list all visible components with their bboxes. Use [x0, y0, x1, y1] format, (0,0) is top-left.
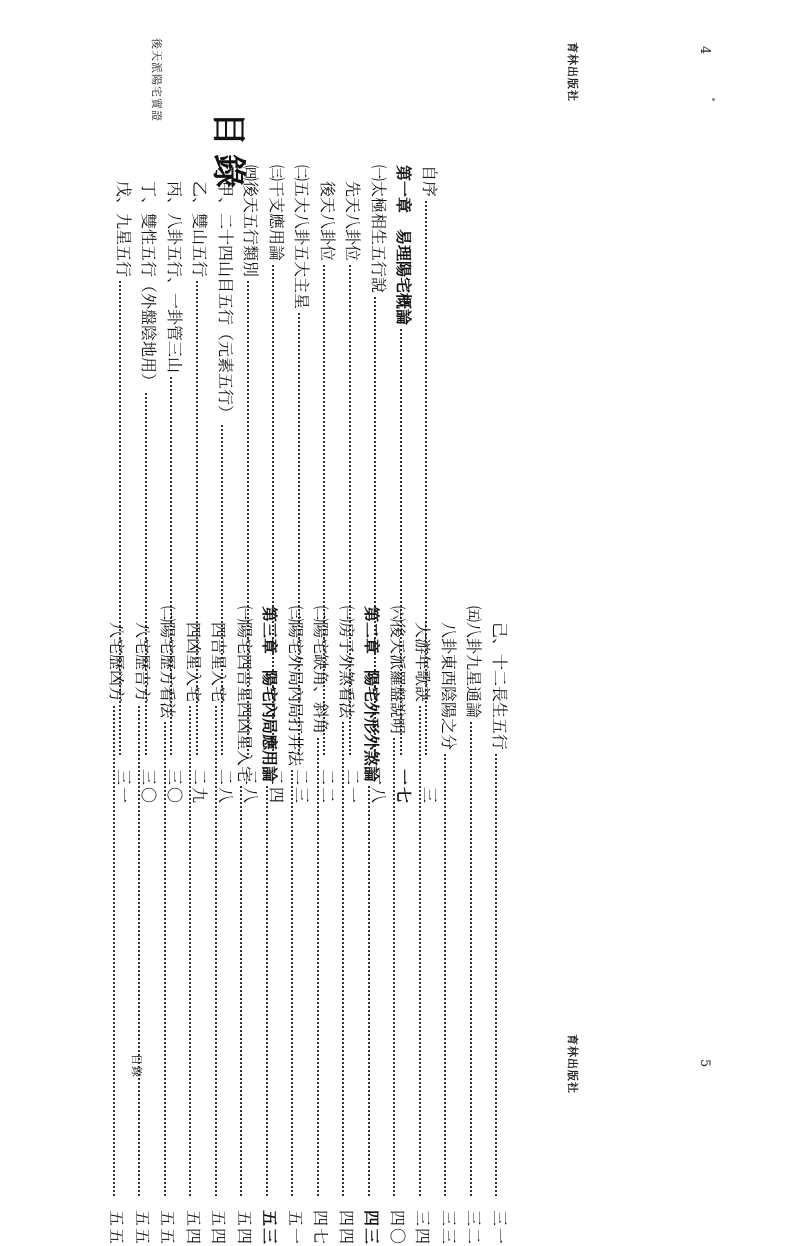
- toc-entry-title: 四吉星入宅: [209, 606, 229, 703]
- toc-entry-page: 二八: [215, 768, 235, 805]
- toc-entry-page: 五一: [285, 1209, 305, 1246]
- dot-leader: [342, 722, 344, 1196]
- toc-entry: [436, 606, 462, 1246]
- dot-leader: [291, 770, 293, 1196]
- toc-entry-title: ㈤八卦九星通論: [464, 606, 484, 719]
- toc-entry-title: 四凶星入宅: [183, 606, 203, 703]
- toc-entry-page: 一八: [368, 768, 388, 805]
- toc-entry-page: 三一: [113, 768, 133, 805]
- toc-entry-title: ㈠房子外煞看法: [336, 606, 356, 719]
- toc-heading: 目錄: [208, 112, 248, 196]
- toc-list: [104, 606, 512, 1246]
- running-header-publisher: 育林出版社: [566, 42, 579, 102]
- toc-entry: [385, 606, 411, 1246]
- toc-entry-page: 二八: [241, 768, 261, 805]
- toc-entry-page: 三: [419, 786, 439, 805]
- toc-entry: [461, 606, 487, 1246]
- dot-leader: [240, 786, 242, 1196]
- toc-entry-title: 八宅歷吉方: [132, 606, 152, 703]
- toc-entry-page: 三〇: [164, 768, 184, 805]
- dot-leader: [113, 706, 115, 1196]
- toc-entry-title: 八卦東西陰陽之分: [438, 606, 458, 751]
- running-header-book-title: 後天派陽宅實證: [150, 38, 163, 122]
- toc-entry-title: 後天八卦位: [317, 165, 337, 262]
- scan-speck: [712, 98, 715, 101]
- toc-entry-title: ㈡陽宅缺角、斜角: [311, 606, 331, 735]
- toc-entry: [308, 606, 334, 1246]
- toc-entry-title: 己、十二長生五行: [489, 606, 509, 751]
- toc-entry: [181, 606, 207, 1246]
- toc-entry-page: 二一: [343, 768, 363, 805]
- toc-entry-page: 二四: [266, 768, 286, 805]
- running-footer-label: 目錄: [130, 1054, 143, 1078]
- toc-entry: [232, 606, 258, 1246]
- running-footer-publisher: 育林出版社: [566, 1034, 579, 1094]
- toc-entry-title: 第三章 陽宅內局應用論: [260, 606, 280, 783]
- page-bottom: [0, 561, 806, 1246]
- toc-entry-title: ㈣後天五行類別: [241, 165, 261, 278]
- toc-entry-page: 一七: [394, 768, 414, 805]
- toc-entry-title: ㈢陽宅外局內局打井法: [285, 606, 305, 767]
- toc-entry-page: 五四: [209, 1209, 229, 1246]
- dot-leader: [368, 786, 370, 1196]
- toc-entry: [155, 606, 181, 1246]
- toc-entry: [104, 606, 130, 1246]
- toc-chapter-entry: [257, 606, 283, 1246]
- toc-entry-page: 五四: [234, 1209, 254, 1246]
- toc-entry-page: 四七: [311, 1209, 331, 1246]
- dot-leader: [215, 706, 217, 1196]
- dot-leader: [419, 706, 421, 1196]
- toc-entry-page: 五五: [107, 1209, 127, 1246]
- dot-leader: [470, 722, 472, 1196]
- toc-entry-title: ㈡五大八卦五大主星: [292, 165, 312, 310]
- page-number: 5: [697, 1059, 712, 1069]
- toc-entry-page: 四四: [336, 1209, 356, 1246]
- toc-entry-title: 大游年歌訣: [413, 606, 433, 703]
- toc-entry-title: 八宅歷凶方: [107, 606, 127, 703]
- toc-entry-page: 二二: [317, 768, 337, 805]
- toc-entry-page: 五三: [260, 1209, 280, 1246]
- toc-entry-page: 五五: [158, 1209, 178, 1246]
- toc-entry: [410, 606, 436, 1246]
- dot-leader: [164, 722, 166, 1196]
- dot-leader: [189, 706, 191, 1196]
- dot-leader: [393, 738, 395, 1196]
- toc-entry-page: 三一: [489, 1209, 509, 1246]
- toc-entry-title: 第一章 易理陽宅概論: [394, 165, 414, 326]
- toc-entry-page: 四〇: [387, 1209, 407, 1246]
- dot-leader: [444, 754, 446, 1196]
- dot-leader: [317, 738, 319, 1196]
- toc-entry-title: 丁、雙性五行（外盤陰地用）: [139, 165, 159, 390]
- toc-entry-title: 甲、二十四山目五行（元素五行）: [215, 165, 235, 422]
- dot-leader: [138, 706, 140, 1196]
- toc-entry-title: ㈥後天派羅盤說明: [387, 606, 407, 735]
- toc-entry: [487, 606, 513, 1246]
- toc-entry-title: ㈡陽宅歷方看法: [158, 606, 178, 719]
- toc-entry-page: 二九: [190, 768, 210, 805]
- toc-entry-page: 三〇: [139, 768, 159, 805]
- toc-entry-page: 三三: [438, 1209, 458, 1246]
- page-number: 4: [697, 46, 712, 56]
- toc-entry: [130, 606, 156, 1246]
- toc-entry-page: 三四: [413, 1209, 433, 1246]
- toc-entry: [283, 606, 309, 1246]
- toc-entry-page: 五四: [183, 1209, 203, 1246]
- dot-leader: [266, 786, 268, 1196]
- toc-entry-page: 三二: [464, 1209, 484, 1246]
- toc-entry-page: 四三: [362, 1209, 382, 1246]
- toc-entry: [206, 606, 232, 1246]
- dot-leader: [495, 754, 497, 1196]
- toc-entry: [334, 606, 360, 1246]
- toc-entry-title: 自序: [419, 165, 439, 198]
- toc-entry-title: ㈠太極相生五行說: [368, 165, 388, 294]
- toc-entry-title: ㈠陽宅四吉星四凶星入宅: [234, 606, 254, 783]
- toc-entry-title: 先天八卦位: [343, 165, 363, 262]
- toc-entry-page: 二三: [292, 768, 312, 805]
- toc-chapter-entry: [359, 606, 385, 1246]
- toc-entry-title: ㈢干支應用論: [266, 165, 286, 262]
- toc-entry-title: 戊、九星五行: [113, 165, 133, 278]
- toc-entry-title: 第二章 陽宅外形外煞論: [362, 606, 382, 783]
- toc-entry-title: 丙、八卦五行、一卦管三山: [164, 165, 184, 374]
- toc-entry-title: 乙、雙山五行: [190, 165, 210, 278]
- toc-entry-page: 五五: [132, 1209, 152, 1246]
